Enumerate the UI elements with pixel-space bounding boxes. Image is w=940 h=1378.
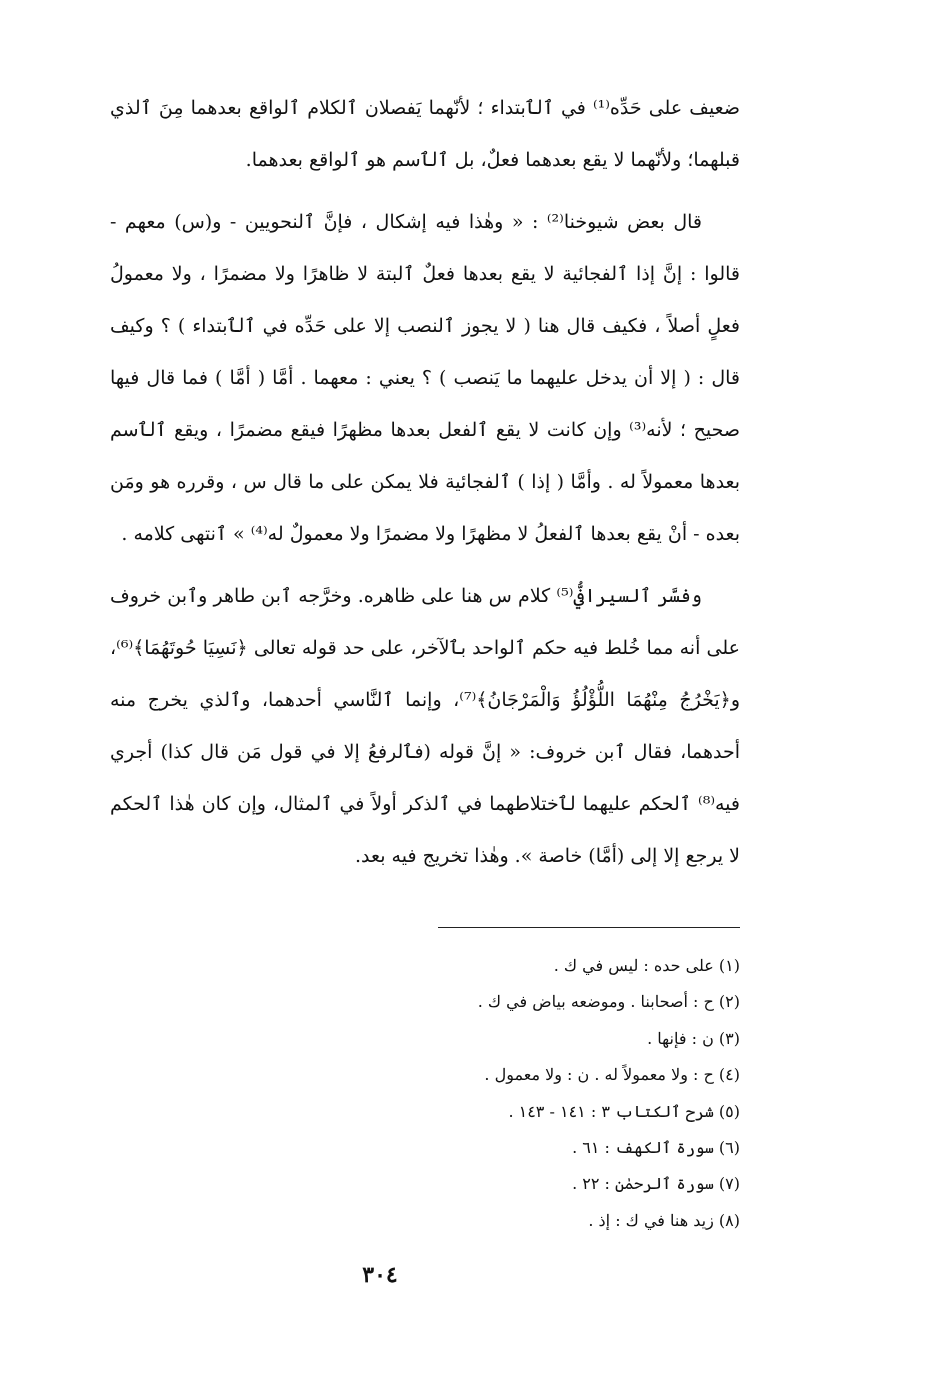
footnotes [300,948,740,1239]
footnote-7: (٧) سورة ٱلرحمٰن : ٢٢ . [572,1174,740,1194]
footnote-6: (٦) سورة ٱلكهف : ٦١ . [572,1138,740,1158]
footnote-3: (٣) ن : فإنها . [647,1028,740,1048]
paragraph-3: وفسَّر ٱلسيرافيُّ⁽⁵⁾ كلام س هنا على ظاهره. وخرَّجه ٱبن طاهر وٱبن خروف على أنه مما خُلط فيه حكم ٱلواحد بٱلآخر، على حد قوله تعالى ﴿نَسِيَا حُوتَهُمَا﴾⁽⁶⁾، و﴿يَخْرُجُ مِنْهُمَا اللُّؤْلُؤُ وَالْمَرْجَانُ﴾⁽⁷⁾، وإنما ٱلنَّاسي أحدهما، وٱلذي يخرج منه أحدهما، فقال ٱبن خروف: « إنَّ قوله (فٱلرفعُ إلا في قول مَن قال كذا) أجري فيه⁽⁸⁾ ٱلحكم عليهما لٱختلاطهما في ٱلذكر أولاً في ٱلمثال، وإن كان هٰذا ٱلحكم لا يرجع إلا إلى (أمَّا) خاصة ». وهٰذا تخريج فيه بعد. [110,585,740,867]
footnote-4: (٤) ح : ولا معمولاً له . ن : ولا معمول . [484,1065,740,1085]
footnote-1: (١) على حده : ليس في ك . [553,956,740,975]
footnote-divider [438,927,740,928]
footnote-2: (٢) ح : أصحابنا . وموضعه بياض في ك . [477,992,740,1012]
paragraph-2: قال بعض شيوخنا⁽²⁾ : « وهٰذا فيه إشكال ، فإنَّ ٱلنحويين - و(س) معهم - قالوا : إنَّ إذا ٱلفجائية لا يقع بعدها فعلٌ ٱلبتة لا ظاهرًا ولا مضمرًا ، ولا معمولُ فعلٍ أصلاً ، فكيف قال هنا ( لا يجوز ٱلنصب إلا على حَدِّه في ٱلٱبتداء ) ؟ وكيف قال : ( إلا أن يدخل عليهما ما يَنصب ) ؟ يعني : معهما . أمَّا ( أمَّا ) فما قال فيها صحيح ؛ لأنه⁽³⁾ وإن كانت لا يقع ٱلفعل بعدها مظهرًا فيقع مضمرًا ، ويقع ٱلٱسم بعدها معمولاً له . وأمَّا ( إذا ) ٱلفجائية فلا يمكن على ما قال س ، وقرره هو ومَن بعده - أنْ يقع بعدها ٱلفعلُ لا مظهرًا ولا مضمرًا ولا معمولٌ له⁽⁴⁾ » ٱنتهى كلامه . [110,211,740,545]
footnote-5: (٥) شرح ٱلكتاب ٣ : ١٤١ - ١٤٣ . [508,1101,740,1121]
main-text [110,82,740,892]
paragraph-1: ضعيف على حَدِّه⁽¹⁾ في ٱلٱبتداء ؛ لأنّهما يَفصلان ٱلكلام ٱلواقع بعدهما مِنَ ٱلذي قبلهما؛ ولأنّهما لا يقع بعدهما فعلٌ، بل ٱلٱسم هو ٱلواقع بعدهما. [110,97,740,171]
footnote-8: (٨) زيد هنا في ك : إذ . [588,1210,740,1230]
page-number: ٣٠٤ [362,1262,398,1288]
